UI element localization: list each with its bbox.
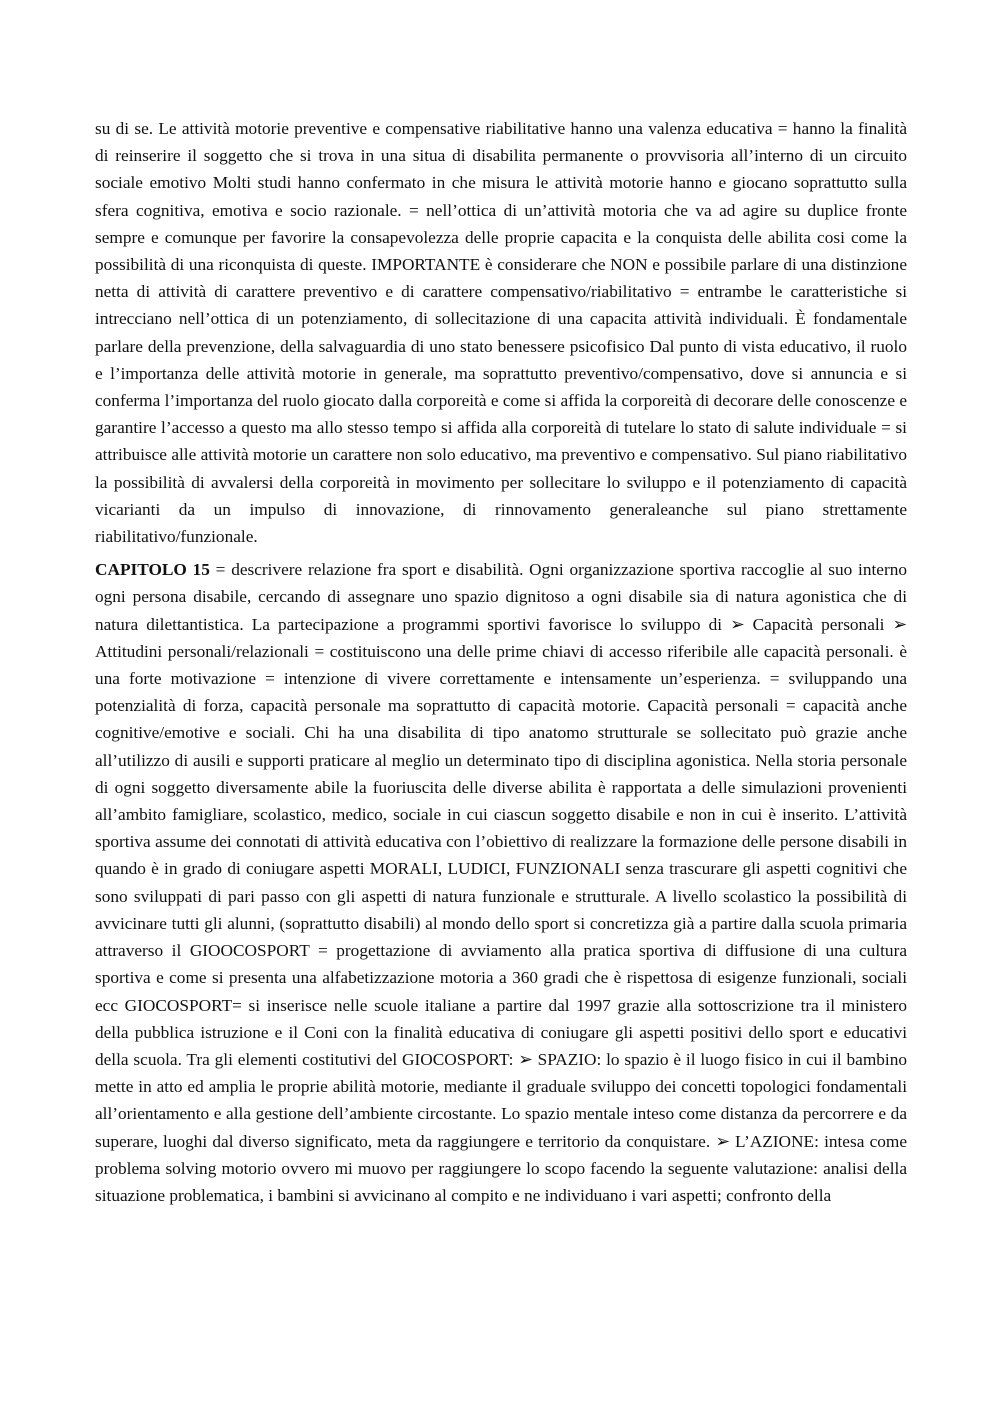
paragraph-text: = descrivere relazione fra sport e disabilità. Ogni organizzazione sportiva raccoglie al suo interno ogni persona disabile, cercando di assegnare uno spazio dignitoso a ogni disabile sia di natura agonistica che di natura dilettantistica. La partecipazione a programmi sportivi favorisce lo sviluppo di ➢ Capacità personali ➢ Attitudini personali/relazionali = costituiscono una delle prime chiavi di accesso riferibile alle capacità personali. è una forte motivazione = intenzione di vivere correttamente e intensamente un’esperienza. = sviluppando una potenzialità di forza, capacità personale ma soprattutto di capacità motorie. Capacità personali = capacità anche cognitive/emotive e sociali. Chi ha una disabilita di tipo anatomo strutturale se sollecitato può grazie anche all’utilizzo di ausili e supporti praticare al meglio un determinato tipo di disciplina agonistica. Nella storia personale di ogni soggetto diversamente abile la fuoriuscita delle diverse abilita è rapportata a delle simulazioni provenienti all’ambito famigliare, scolastico, medico, sociale in cui ciascun soggetto disabile e non in cui è inserito. L’attività sportiva assume dei connotati di attività educativa con l’obiettivo di realizzare la formazione delle persone disabili in quando è in grado di coniugare aspetti MORALI, LUDICI, FUNZIONALI senza trascurare gli aspetti cognitivi che sono sviluppati di pari passo con gli aspetti di natura funzionale e strutturale. A livello scolastico la possibilità di avvicinare tutti gli alunni, (soprattutto disabili) al mondo dello sport si concretizza già a partire dalla scuola primaria attraverso il GIOOCOSPORT = progettazione di avviamento alla pratica sportiva di diffusione di una cultura sportiva e come si presenta una alfabetizzazione motoria a 360 gradi che è rispettosa di esigenze funzionali, sociali ecc GIOCOSPORT= si inserisce nelle scuole italiane a partire dal 1997 grazie alla sottoscrizione tra il ministero della pubblica istruzione e il Coni con la finalità educativa di coniugare gli aspetti positivi dello sport e educativi della scuola. Tra gli elementi costitutivi del GIOCOSPORT: ➢ SPAZIO: lo spazio è il luogo fisico in cui il bambino mette in atto ed amplia le proprie abilità motorie, mediante il graduale sviluppo dei concetti topologici fondamentali all’orientamento e alla gestione dell’ambiente circostante. Lo spazio mentale inteso come distanza da percorrere e da superare, luoghi dal diverso significato, meta da raggiungere e territorio da conquistare. ➢ L’AZIONE: intesa come problema solving motorio ovvero mi muovo per raggiungere lo scopo facendo la seguente valutazione: analisi della situazione problematica, i bambini si avvicinano al compito e ne individuano i vari aspetti; confronto della xyxy=(95,560,908,1205)
paragraph-capitolo-15 xyxy=(95,556,907,1209)
chapter-heading: CAPITOLO 15 xyxy=(95,560,210,580)
paragraph-text: su di se. Le attività motorie preventive e compensative riabilitative hanno una valenza educativa = hanno la finalità di reinserire il soggetto che si trova in una situa di disabilita permanente o provvisoria all’interno di un circuito sociale emotivo Molti studi hanno confermato in che misura le attività motorie hanno e giocano soprattutto sulla sfera cognitiva, emotiva e socio razionale. = nell’ottica di un’attività motoria che va ad agire su duplice fronte sempre e comunque per favorire la consapevolezza delle proprie capacita e la conquista delle abilita cosi come la possibilità di una riconquista di queste. IMPORTANTE è considerare che NON e possibile parlare di una distinzione netta di attività di carattere preventivo e di carattere compensativo/riabilitativo = entrambe le caratteristiche si intrecciano nell’ottica di un potenziamento, di sollecitazione di una capacita attività individuali. È fondamentale parlare della prevenzione, della salvaguardia di uno stato benessere psicofisico Dal punto di vista educativo, il ruolo e l’importanza delle attività motorie in generale, ma soprattutto preventivo/compensativo, dove si annuncia e si conferma l’importanza del ruolo giocato dalla corporeità e come si affida la corporeità di decorare delle conoscenze e garantire l’accesso a questo ma allo stesso tempo si affida alla corporeità di tutelare lo stato di salute individuale = si attribuisce alle attività motorie un carattere non solo educativo, ma preventivo e compensativo. Sul piano riabilitativo la possibilità di avvalersi della corporeità in movimento per sollecitare lo sviluppo e il potenziamento di capacità vicarianti da un impulso di innovazione, di rinnovamento generaleanche sul piano strettamente riabilitativo/funzionale. xyxy=(95,119,907,547)
document-page xyxy=(95,115,907,1209)
paragraph-attivita-motorie xyxy=(95,115,907,550)
